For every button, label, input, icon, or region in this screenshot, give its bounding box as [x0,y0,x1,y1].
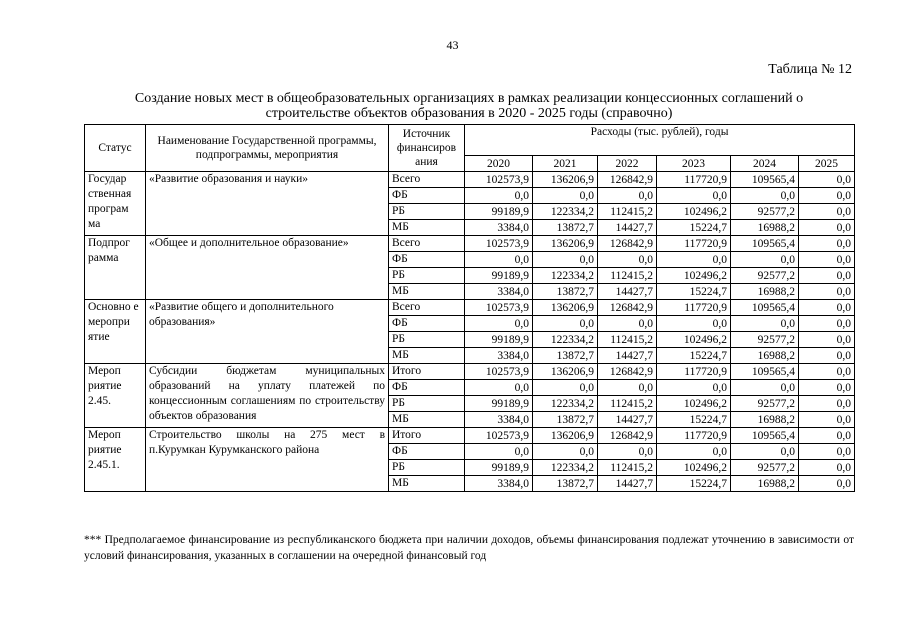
value-cell: 13872,7 [533,412,598,428]
value-cell: 99189,9 [465,396,533,412]
value-cell: 0,0 [731,188,799,204]
value-cell: 102573,9 [465,300,533,316]
value-cell: 0,0 [799,380,855,396]
source-cell: РБ [389,204,465,220]
source-cell: РБ [389,460,465,476]
value-cell: 14427,7 [598,348,657,364]
value-cell: 117720,9 [657,428,731,444]
header-status: Статус [85,125,146,172]
header-year: 2025 [799,156,855,172]
value-cell: 13872,7 [533,220,598,236]
table-label: Таблица № 12 [768,62,852,77]
value-cell: 92577,2 [731,396,799,412]
value-cell: 0,0 [799,220,855,236]
table-row [85,300,855,316]
program-name-cell: «Общее и дополнительное образование» [146,236,389,300]
program-name-cell: «Развитие образования и науки» [146,172,389,236]
value-cell: 0,0 [731,252,799,268]
value-cell: 14427,7 [598,220,657,236]
financing-table [84,124,855,492]
value-cell: 16988,2 [731,348,799,364]
value-cell: 0,0 [465,444,533,460]
value-cell: 112415,2 [598,204,657,220]
value-cell: 126842,9 [598,236,657,252]
value-cell: 0,0 [799,396,855,412]
value-cell: 0,0 [799,444,855,460]
value-cell: 136206,9 [533,300,598,316]
value-cell: 0,0 [799,460,855,476]
value-cell: 14427,7 [598,412,657,428]
value-cell: 99189,9 [465,204,533,220]
value-cell: 15224,7 [657,284,731,300]
value-cell: 122334,2 [533,460,598,476]
value-cell: 99189,9 [465,332,533,348]
value-cell: 3384,0 [465,476,533,492]
value-cell: 0,0 [465,252,533,268]
value-cell: 102573,9 [465,172,533,188]
table-row [85,364,855,380]
value-cell: 136206,9 [533,428,598,444]
table-title [84,91,854,121]
value-cell: 16988,2 [731,412,799,428]
value-cell: 0,0 [799,364,855,380]
program-name-cell: «Развитие общего и дополнительного образования» [146,300,389,364]
value-cell: 0,0 [799,236,855,252]
page-number: 43 [446,38,459,52]
source-cell: РБ [389,268,465,284]
value-cell: 0,0 [799,204,855,220]
value-cell: 109565,4 [731,172,799,188]
value-cell: 16988,2 [731,220,799,236]
value-cell: 0,0 [598,316,657,332]
header-row-top [85,125,855,156]
value-cell: 112415,2 [598,268,657,284]
source-cell: МБ [389,220,465,236]
status-cell: Основно е меропри ятие [85,300,146,364]
value-cell: 0,0 [657,380,731,396]
footnote: *** Предполагаемое финансирование из республиканского бюджета при наличии доходов, объемы финансирования подлежат уточнению в зависимости от условий финансирования, указанных в соглашении на очередной финансовый год [84,534,854,562]
value-cell: 126842,9 [598,364,657,380]
value-cell: 112415,2 [598,396,657,412]
table-body [85,125,855,492]
value-cell: 13872,7 [533,476,598,492]
value-cell: 0,0 [465,316,533,332]
value-cell: 92577,2 [731,332,799,348]
value-cell: 3384,0 [465,412,533,428]
value-cell: 102496,2 [657,204,731,220]
value-cell: 0,0 [657,188,731,204]
value-cell: 0,0 [465,380,533,396]
source-cell: МБ [389,412,465,428]
value-cell: 3384,0 [465,284,533,300]
value-cell: 13872,7 [533,348,598,364]
value-cell: 0,0 [799,348,855,364]
value-cell: 0,0 [799,268,855,284]
source-cell: РБ [389,396,465,412]
table-row [85,172,855,188]
value-cell: 102573,9 [465,428,533,444]
source-cell: ФБ [389,380,465,396]
value-cell: 117720,9 [657,172,731,188]
status-cell: Мероп риятие 2.45.1. [85,428,146,492]
value-cell: 92577,2 [731,204,799,220]
status-cell: Подпрог рамма [85,236,146,300]
value-cell: 0,0 [799,172,855,188]
header-source: Источник финансиров ания [389,125,465,172]
value-cell: 102496,2 [657,268,731,284]
value-cell: 136206,9 [533,364,598,380]
value-cell: 0,0 [657,316,731,332]
value-cell: 0,0 [533,188,598,204]
value-cell: 102496,2 [657,460,731,476]
source-cell: ФБ [389,316,465,332]
program-name-cell: Строительство школы на 275 мест в п.Курумкан Курумканского района [146,428,389,492]
value-cell: 122334,2 [533,268,598,284]
source-cell: ФБ [389,252,465,268]
value-cell: 0,0 [799,332,855,348]
value-cell: 117720,9 [657,364,731,380]
source-cell: МБ [389,348,465,364]
value-cell: 122334,2 [533,204,598,220]
source-cell: Всего [389,172,465,188]
value-cell: 136206,9 [533,172,598,188]
value-cell: 0,0 [598,444,657,460]
source-cell: Всего [389,300,465,316]
value-cell: 0,0 [465,188,533,204]
value-cell: 16988,2 [731,476,799,492]
value-cell: 0,0 [533,380,598,396]
value-cell: 3384,0 [465,220,533,236]
source-cell: Всего [389,236,465,252]
header-year: 2021 [533,156,598,172]
header-year: 2023 [657,156,731,172]
value-cell: 99189,9 [465,460,533,476]
value-cell: 15224,7 [657,348,731,364]
value-cell: 0,0 [799,428,855,444]
table-title-line-1: Создание новых мест в общеобразовательных организациях в рамках реализации концессионных соглашений о [134,91,804,106]
status-cell: Государ ственная програм ма [85,172,146,236]
header-name: Наименование Государственной программы, подпрограммы, мероприятия [146,125,389,172]
value-cell: 16988,2 [731,284,799,300]
value-cell: 126842,9 [598,172,657,188]
program-name-cell: Субсидии бюджетам муниципальных образований на уплату платежей по концессионным соглашениям по строительству объектов образования [146,364,389,428]
value-cell: 0,0 [731,444,799,460]
value-cell: 14427,7 [598,284,657,300]
value-cell: 0,0 [657,252,731,268]
value-cell: 0,0 [533,444,598,460]
source-cell: РБ [389,332,465,348]
value-cell: 0,0 [598,380,657,396]
header-year: 2020 [465,156,533,172]
value-cell: 0,0 [533,252,598,268]
value-cell: 0,0 [799,252,855,268]
value-cell: 0,0 [799,284,855,300]
value-cell: 15224,7 [657,220,731,236]
value-cell: 0,0 [598,188,657,204]
value-cell: 0,0 [799,476,855,492]
value-cell: 0,0 [799,412,855,428]
value-cell: 0,0 [799,188,855,204]
value-cell: 109565,4 [731,428,799,444]
value-cell: 15224,7 [657,476,731,492]
value-cell: 99189,9 [465,268,533,284]
value-cell: 14427,7 [598,476,657,492]
value-cell: 0,0 [731,316,799,332]
source-cell: Итого [389,428,465,444]
status-cell: Мероп риятие 2.45. [85,364,146,428]
value-cell: 126842,9 [598,428,657,444]
value-cell: 102496,2 [657,396,731,412]
value-cell: 15224,7 [657,412,731,428]
value-cell: 109565,4 [731,236,799,252]
header-year: 2022 [598,156,657,172]
value-cell: 102496,2 [657,332,731,348]
value-cell: 122334,2 [533,332,598,348]
value-cell: 0,0 [799,316,855,332]
value-cell: 126842,9 [598,300,657,316]
source-cell: ФБ [389,444,465,460]
value-cell: 0,0 [598,252,657,268]
value-cell: 92577,2 [731,460,799,476]
value-cell: 102573,9 [465,236,533,252]
source-cell: Итого [389,364,465,380]
value-cell: 3384,0 [465,348,533,364]
header-year: 2024 [731,156,799,172]
header-expenses: Расходы (тыс. рублей), годы [465,125,855,156]
value-cell: 0,0 [731,380,799,396]
table-row [85,236,855,252]
value-cell: 136206,9 [533,236,598,252]
value-cell: 122334,2 [533,396,598,412]
value-cell: 112415,2 [598,460,657,476]
value-cell: 117720,9 [657,300,731,316]
value-cell: 0,0 [533,316,598,332]
value-cell: 13872,7 [533,284,598,300]
table-row [85,428,855,444]
value-cell: 0,0 [657,444,731,460]
source-cell: ФБ [389,188,465,204]
value-cell: 112415,2 [598,332,657,348]
source-cell: МБ [389,284,465,300]
table-title-line-2: строительстве объектов образования в 2020 - 2025 годы (справочно) [265,106,673,121]
value-cell: 92577,2 [731,268,799,284]
value-cell: 109565,4 [731,364,799,380]
source-cell: МБ [389,476,465,492]
value-cell: 117720,9 [657,236,731,252]
value-cell: 0,0 [799,300,855,316]
value-cell: 102573,9 [465,364,533,380]
value-cell: 109565,4 [731,300,799,316]
